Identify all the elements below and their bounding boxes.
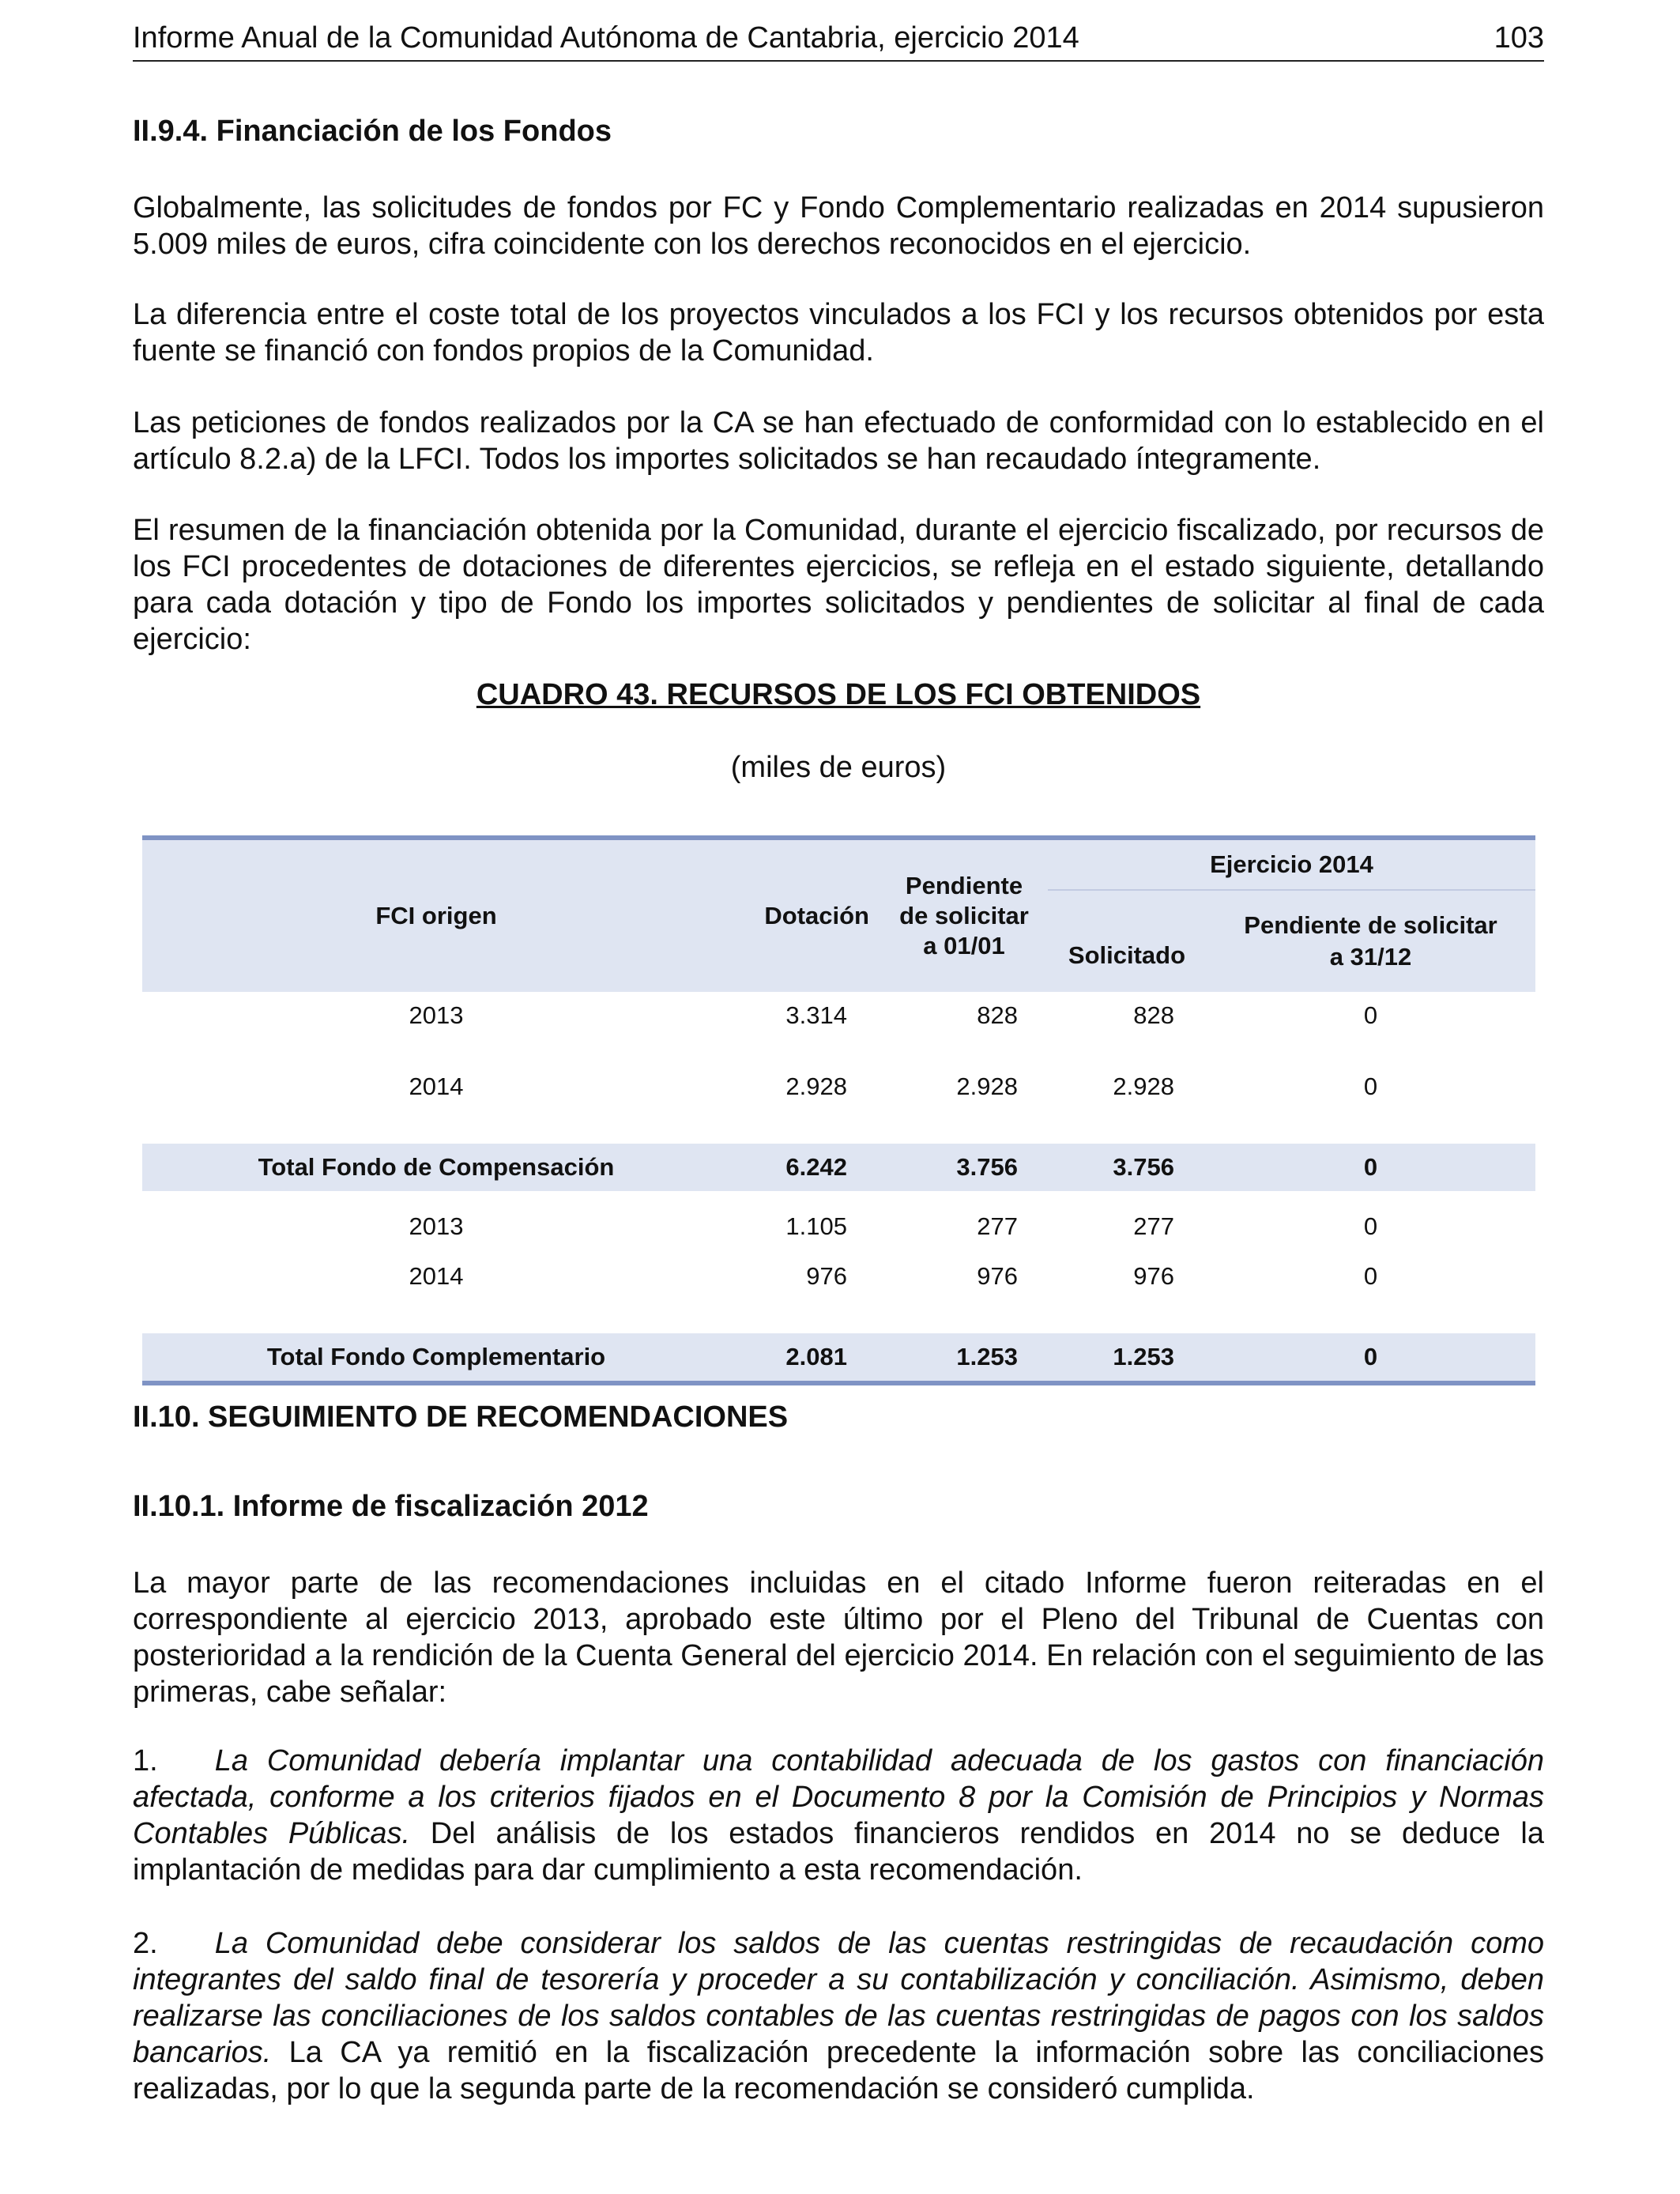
header-pendiente-0101-l1: Pendiente <box>905 872 1023 899</box>
section-heading-10: II.10. SEGUIMIENTO DE RECOMENDACIONES <box>133 1400 789 1434</box>
paragraph-1: Globalmente, las solicitudes de fondos por FC y Fondo Complementario realizadas en 2014 supusieron 5.009 miles de euros, cifra coincidente con los derechos reconocidos en el ejercicio. <box>133 191 1544 261</box>
header-fci-origen: FCI origen <box>142 838 730 992</box>
paragraph-2: La diferencia entre el coste total de los proyectos vinculados a los FCI y los recursos obtenidos por esta fuente se financió con fondos propios de la Comunidad. <box>133 298 1544 368</box>
table-row: 2013 1.105 277 277 0 <box>409 1212 1378 1240</box>
header-ejercicio: Ejercicio 2014 <box>1048 838 1535 890</box>
recommendation-2-italic: La Comunidad debe considerar los saldos de las cuentas restringidas de recaudación como integrantes del saldo final de tesorería y proceder a su contabilización y conciliación. Asimismo, deben realizarse las conciliaciones de los saldos contables de las cuentas restringidas de pagos con los saldos bancarios. <box>133 1927 1544 2069</box>
section-heading-10-1: II.10.1. Informe de fiscalización 2012 <box>133 1490 649 1523</box>
recommendation-1 <box>133 1743 1544 1888</box>
table-row: 2014 2.928 2.928 2.928 0 <box>409 1072 1378 1100</box>
header-pendiente-3112 <box>1206 890 1535 992</box>
header-solicitado: Solicitado <box>1048 890 1206 992</box>
paragraph-intro: La mayor parte de las recomendaciones incluidas en el citado Informe fueron reiteradas en el correspondiente al ejercicio 2013, aprobado este último por el Pleno del Tribunal de Cuentas con posterioridad a la rendición de la Cuenta General del ejercicio 2014. En relación con el seguimiento de las primeras, cabe señalar: <box>133 1566 1544 1709</box>
table-total-row: Total Fondo Complementario 2.081 1.253 1.253 0 <box>142 1333 1535 1383</box>
table-subtitle: (miles de euros) <box>730 751 947 784</box>
section-heading-9-4: II.9.4. Financiación de los Fondos <box>133 115 612 148</box>
recommendation-1-number: 1. <box>133 1744 158 1777</box>
document-page <box>133 16 1545 2105</box>
recommendation-2 <box>133 1925 1544 2107</box>
page-number: 103 <box>1494 21 1544 55</box>
recommendation-1-text: Del análisis de los estados financieros rendidos en 2014 no se deduce la implantación de medidas para dar cumplimiento a esta recomendación. <box>133 1817 1545 1887</box>
header-pendiente-0101 <box>880 838 1048 992</box>
fci-resources-table <box>142 835 1535 1385</box>
header-pendiente-3112-l1: Pendiente de solicitar <box>1244 911 1497 939</box>
header-pendiente-0101-l3: a 01/01 <box>923 932 1005 959</box>
paragraph-4: El resumen de la financiación obtenida por la Comunidad, durante el ejercicio fiscalizado, por recursos de los FCI procedentes de dotaciones de diferentes ejercicios, se refleja en el estado siguiente, detallando para cada dotación y tipo de Fondo los importes solicitados y pendientes de solicitar al final de cada ejercicio: <box>133 514 1544 656</box>
paragraph-3: Las peticiones de fondos realizados por la CA se han efectuado de conformidad con lo establecido en el artículo 8.2.a) de la LFCI. Todos los importes solicitados se han recaudado íntegramente. <box>133 406 1544 476</box>
header-dotacion: Dotación <box>730 838 880 992</box>
table-row: 2013 3.314 828 828 0 <box>409 1001 1378 1029</box>
header-title: Informe Anual de la Comunidad Autónoma de Cantabria, ejercicio 2014 <box>133 21 1079 55</box>
recommendation-2-number: 2. <box>133 1927 158 1960</box>
header-pendiente-3112-l2: a 31/12 <box>1329 943 1412 971</box>
table-title: CUADRO 43. RECURSOS DE LOS FCI OBTENIDOS <box>476 678 1201 711</box>
table-row: 2014 976 976 976 0 <box>409 1262 1378 1290</box>
recommendation-2-text: La CA ya remitió en la fiscalización precedente la información sobre las conciliaciones realizadas, por lo que la segunda parte de la recomendación se consideró cumplida. <box>133 2036 1544 2105</box>
running-header <box>133 16 1544 62</box>
table-header-row-1 <box>142 838 1535 890</box>
recommendation-1-italic: La Comunidad debería implantar una contabilidad adecuada de los gastos con financiación afectada, conforme a los criterios fijados en el Documento 8 por la Comisión de Principios y Normas Contables Públicas. <box>133 1744 1544 1850</box>
header-pendiente-0101-l2: de solicitar <box>899 902 1029 929</box>
table-total-row: Total Fondo de Compensación 6.242 3.756 3.756 0 <box>142 1144 1535 1191</box>
